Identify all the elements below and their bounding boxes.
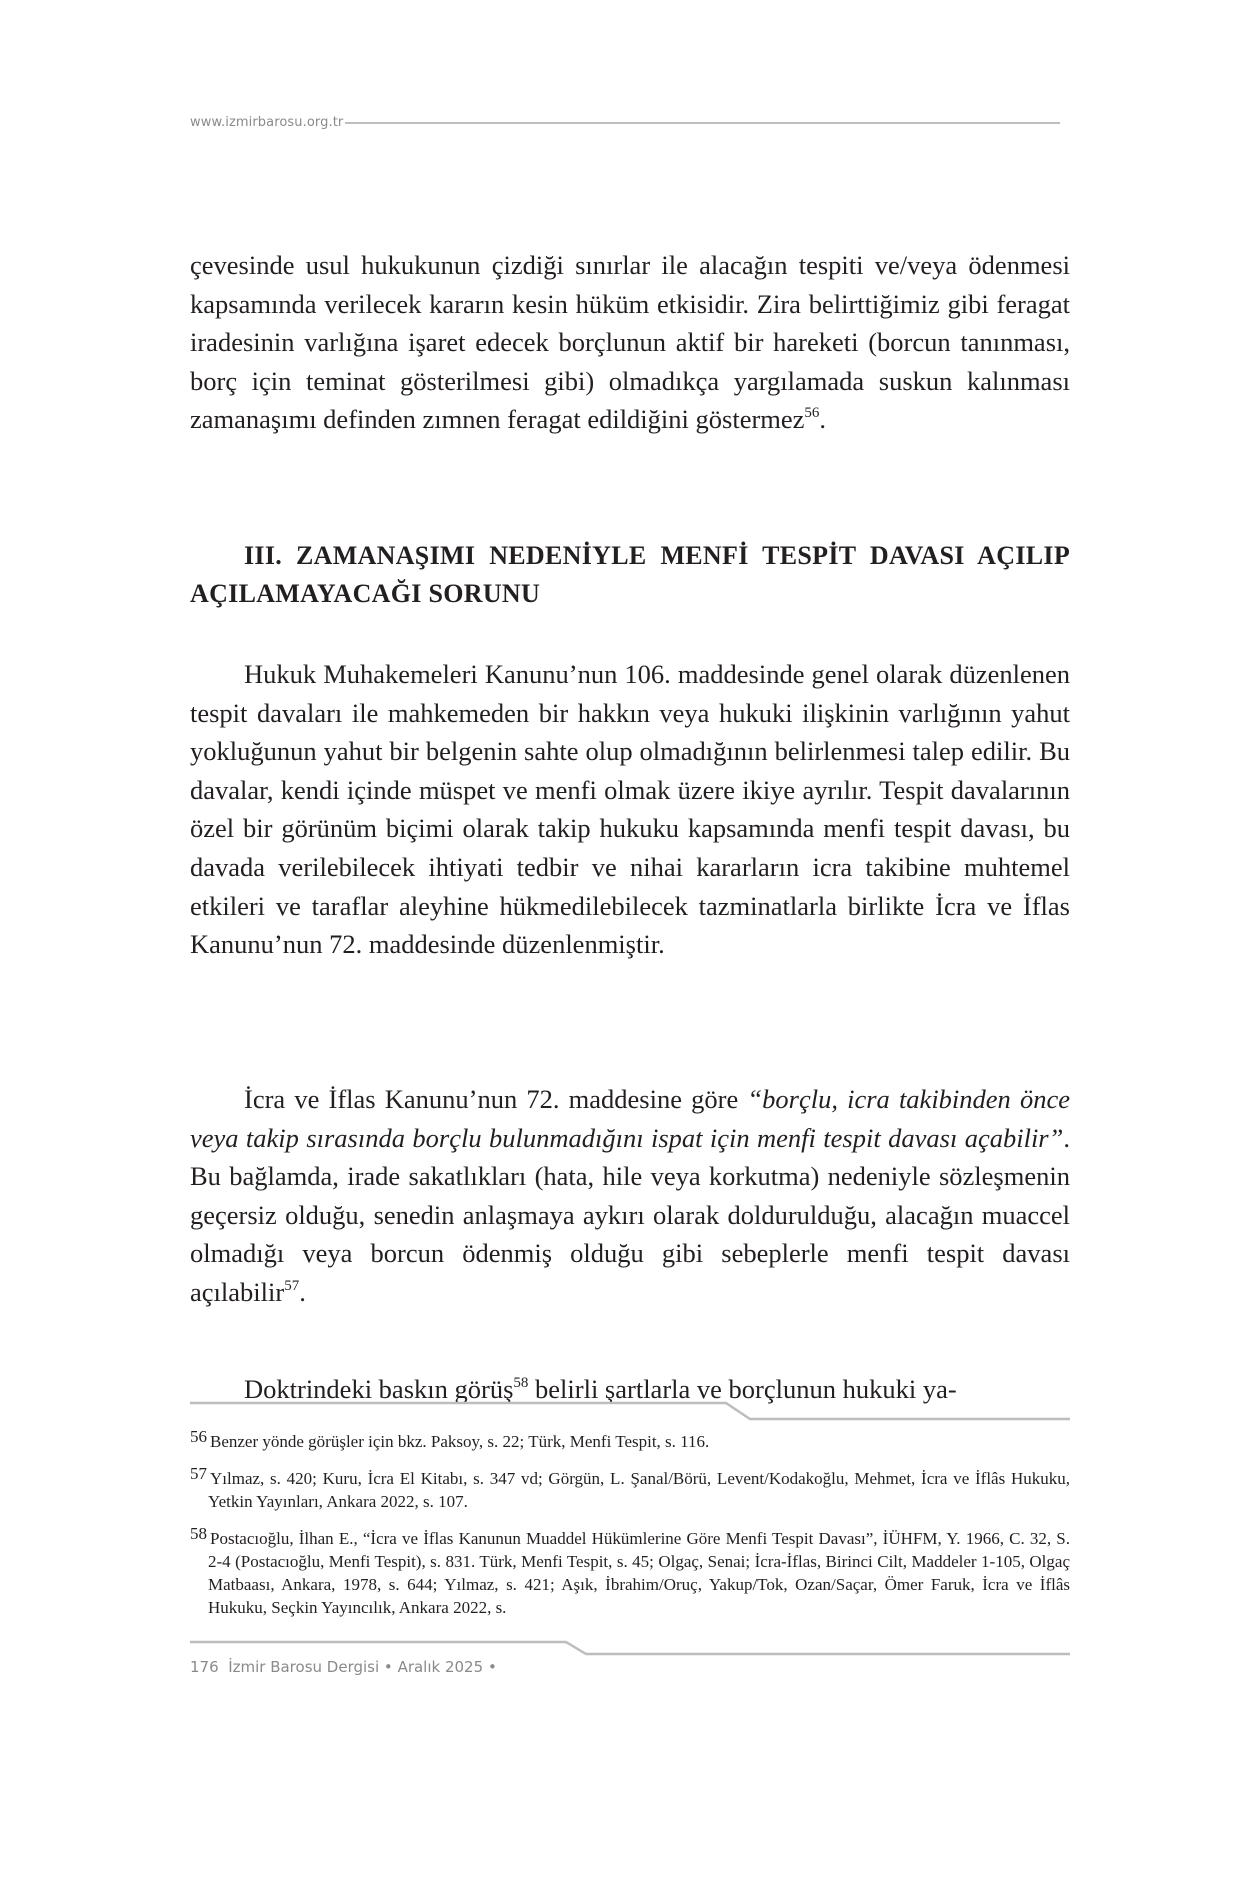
issue-date: Aralık 2025	[397, 1658, 484, 1676]
footnote-number: 58	[190, 1524, 207, 1543]
footnote-56: 56 Benzer yönde görüşler için bkz. Paksoy, s. 22; Türk, Menfi Tespit, s. 116.	[190, 1427, 710, 1451]
footnote-57: 57 Yılmaz, s. 420; Kuru, İcra El Kitabı, s. 347 vd; Görgün, L. Şanal/Börü, Levent/Kodakoğlu, Mehmet, İcra ve İflâs Hukuku, Yetkin Yayınları, Ankara 2022, s. 107.	[190, 1464, 1070, 1511]
footer-text	[190, 1658, 497, 1676]
paragraph-text: İcra ve İflas Kanunu’nun 72. maddesine göre “borçlu, icra takibinden önce veya takip sırasında borçlu bulunmadığını ispat için menfi tespit davası açabilir”. Bu bağlamda, irade sakatlıkları (hata, hile veya korkutma) nedeniyle sözleşmenin geçersiz olduğu, senedin anlaşmaya aykırı olarak doldurulduğu, alacağın muaccel olmadığı veya borcun ödenmiş olduğu gibi sebeplerle menfi tespit davası açılabilir$^{57}$.	[190, 1084, 1070, 1307]
paragraph-text: Hukuk Muhakemeleri Kanunu’nun 106. maddesinde genel olarak düzenlenen tespit davaları ile mahkemeden bir hakkın veya hukuki ilişkinin varlığının yahut yokluğunun yahut bir belgenin sahte olup olmadığının belirlenmesi talep edilir. Bu davalar, kendi içinde müspet ve menfi olmak üzere ikiye ayrılır. Tespit davalarının özel bir görünüm biçimi olarak takip hukuku kapsamında menfi tespit davası, bu davada verilebilecek ihtiyati tedbir ve nihai kararların icra takibine muhtemel etkileri ve taraflar aleyhine hükmedilebilecek tazminatlarla birlikte İcra ve İflas Kanunu’nun 72. maddesinde düzenlenmiştir.	[190, 659, 1070, 960]
footnote-number: 57	[190, 1464, 207, 1483]
paragraph-text: Doktrindeki baskın görüş$^{58}$ belirli şartlarla ve borçlunun hukuki ya-	[244, 1374, 957, 1404]
running-footer	[190, 1640, 1070, 1680]
footnote-ref-58[interactable]: 58	[513, 1375, 529, 1391]
footnote-number: 56	[190, 1427, 207, 1446]
footnote-58: 58 Postacıoğlu, İlhan E., “İcra ve İflas Kanunun Muaddel Hükümlerine Göre Menfi Tespit Davası”, İÜHFM, Y. 1966, C. 32, S. 2-4 (Postacıoğlu, Menfi Tespit), s. 831. Türk, Menfi Tespit, s. 45; Olgaç, Senai; İcra-İflas, Birinci Cilt, Maddeler 1-105, Olgaç Matbaası, Ankara, 1978, s. 644; Yılmaz, s. 421; Aşık, İbrahim/Oruç, Yakup/Tok, Ozan/Saçar, Ömer Faruk, İcra ve İflâs Hukuku, Seçkin Yayıncılık, Ankara 2022, s.	[190, 1524, 1070, 1617]
bullet-separator: •	[487, 1658, 497, 1676]
paragraph-1	[190, 246, 1070, 439]
running-header	[190, 112, 1060, 132]
paragraph-text: çevesinde usul hukukunun çizdiği sınırlar ile alacağın tespiti ve/veya ödenmesi kapsamında verilecek kararın kesin hüküm etkisidir. Zira belirttiğimiz gibi feragat iradesinin varlığına işaret edecek borçlunun aktif bir hareketi (borcun tanınması, borç için teminat gösterilmesi gibi) olmadıkça yargılamada suskun kalınması zamanaşımı definden zımnen feragat edildiğini göstermez$^{56}$.	[190, 250, 1070, 435]
footnotes	[190, 1425, 1070, 1628]
footnote-ref-56[interactable]: 56	[804, 405, 820, 422]
journal-name: İzmir Barosu Dergisi	[228, 1658, 380, 1676]
page-number: 176	[190, 1658, 219, 1676]
header-rule	[345, 122, 1060, 124]
paragraph-3	[190, 1080, 1070, 1312]
section-heading: III. ZAMANAŞIMI NEDENİYLE MENFİ TESPİT DAVASI AÇILIP AÇILAMAYACAĞI SORUNU	[190, 541, 1070, 608]
header-url: www.izmirbarosu.org.tr	[190, 114, 344, 130]
footer-rule	[190, 1640, 1070, 1660]
statute-quote: “borçlu, icra takibinden önce veya takip sırasında borçlu bulunmadığını ispat için menfi tespit davası açabilir”	[190, 1084, 1070, 1153]
footnote-ref-57[interactable]: 57	[284, 1277, 300, 1294]
paragraph-2	[190, 655, 1070, 964]
bullet-separator: •	[383, 1658, 393, 1676]
